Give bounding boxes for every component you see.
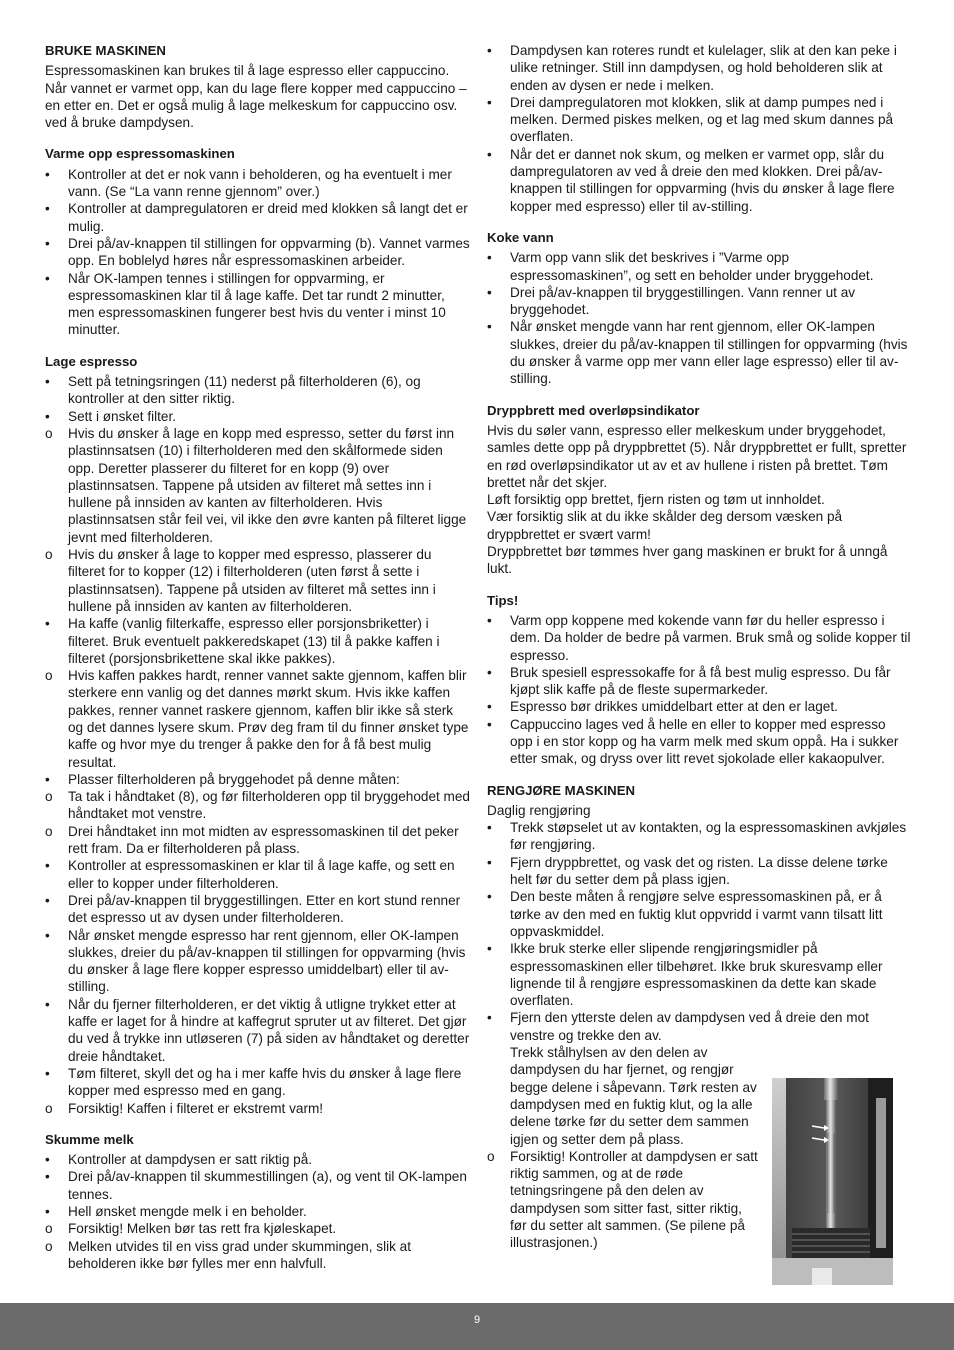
list-item-text: Drei dampregulatoren mot klokken, slik at damp pumpes ned i melken. Dermed piskes melken, og et lag med skum dannes på overflaten. [510, 94, 894, 145]
list-item [45, 166, 470, 201]
list-item-text: Sett på tetningsringen (11) nederst på filterholderen (6), og kontroller at den sitter riktig. [68, 374, 421, 407]
list-item-text: Kontroller at dampdysen er satt riktig på. [68, 1152, 313, 1168]
circle-marker: o [45, 1238, 53, 1254]
list-item-text: Forsiktig! Kontroller at dampdysen er satt riktig sammen, og at de røde tetningsringene på den delen av dampdysen som sitter fast, sitter riktig, før du setter alt sammen. (Se pilene på illustrasjonen.) [510, 1148, 758, 1251]
list-item [487, 888, 912, 940]
bullet-marker: • [487, 941, 492, 957]
list-item-text: Ikke bruk sterke eller slipende rengjøringsmidler på espressomaskinen eller tilbehøret. Ikke bruk skuresvamp eller lignende til å rengjøre espressomaskinen da dette kan skade overflaten. [510, 941, 883, 1009]
bullet-marker: • [45, 616, 50, 632]
circle-marker: o [45, 668, 53, 684]
bullet-marker: • [487, 699, 492, 715]
list-item-text: Trekk støpselet ut av kontakten, og la espressomaskinen avkjøles før rengjøring. [510, 820, 907, 853]
list-rengjore [487, 819, 912, 1009]
list-item-text: Forsiktig! Melken bør tas rett fra kjøleskapet. [68, 1221, 337, 1237]
right-column [487, 42, 912, 1252]
list-item [45, 425, 470, 546]
circle-marker: o [45, 823, 53, 839]
bullet-marker: • [487, 43, 492, 58]
list-varme [45, 166, 470, 339]
list-koke [487, 249, 912, 387]
list-item-text: Kontroller at espressomaskinen er klar til å lage kaffe, og sett en eller to kopper under filterholderen. [68, 858, 455, 891]
list-lage [45, 373, 470, 1117]
bullet-marker: • [487, 319, 492, 335]
list-item [45, 1168, 470, 1203]
list-item-text: Drei på/av-knappen til bryggestillingen. Vann renner ut av bryggehodet. [510, 284, 856, 318]
bullet-marker: • [45, 1065, 50, 1081]
bullet-marker: • [45, 771, 50, 787]
subsection-title-lage: Lage espresso [45, 353, 138, 369]
list-item-text: Når ønsket mengde vann har rent gjennom, eller OK-lampen slukkes, dreier du på/av-knappen til stillingen for oppvarming (hvis du ønsker å varme opp mer vann eller lage espresso) eller til av-stilling. [510, 319, 908, 387]
bullet-marker: • [487, 284, 492, 300]
list-item [45, 1203, 470, 1220]
subsection-title-skumme: Skumme melk [45, 1131, 134, 1147]
list-skumme-continued [487, 42, 912, 215]
list-item [45, 667, 470, 771]
list-item-text: Tøm filteret, skyll det og ha i mer kaffe hvis du ønsker å lage flere kopper med espresso med en gang. [68, 1065, 462, 1099]
list-item-text: Drei på/av-knappen til stillingen for oppvarming (b). Vannet varmes opp. En boblelyd høres når espressomaskinen arbeider. [68, 235, 470, 269]
list-item-text: Kontroller at det er nok vann i beholderen, og ha eventuelt i mer vann. (Se “La vann renne gjennom” over.) [68, 166, 452, 200]
circle-marker: o [45, 547, 53, 563]
list-item-text: Drei på/av-knappen til bryggestillingen. Etter en kort stund renner det espresso ut av dysen under filterholderen. [68, 892, 461, 926]
list-item [45, 1100, 470, 1117]
list-item [487, 94, 912, 146]
list-skumme [45, 1151, 470, 1272]
list-item [487, 819, 912, 854]
list-item-text: Ta tak i håndtaket (8), og før filterholderen opp til bryggehodet med håndtaket mot venstre. [68, 789, 470, 822]
section-title-rengjore: RENGJØRE MASKINEN [487, 782, 636, 798]
steam-nozzle-illustration [772, 1078, 893, 1285]
circle-marker: o [45, 1221, 53, 1237]
subsection-title-drypp: Dryppbrett med overløpsindikator [487, 402, 700, 418]
subsection-title-tips: Tips! [487, 592, 519, 608]
list-item-text: Drei på/av-knappen til skummestillingen (a), og vent til OK-lampen tennes. [68, 1169, 467, 1202]
list-item-text: Forsiktig! Kaffen i filteret er ekstremt varm! [68, 1100, 324, 1116]
list-item-text: Melken utvides til en viss grad under skummingen, slik at beholderen ikke bør fylles mer enn halvfull. [68, 1238, 412, 1271]
list-item [45, 857, 470, 892]
list-item [45, 200, 470, 235]
list-item-text: Bruk spesiell espressokaffe for å få best mulig espresso. Du får kjøpt slik kaffe på de fleste supermarkeder. [510, 664, 891, 698]
bullet-marker: • [45, 1204, 50, 1219]
list-item-text: Espresso bør drikkes umiddelbart etter at den er laget. [510, 699, 838, 715]
bullet-marker: • [45, 1152, 50, 1168]
subsection-title-daglig: Daglig rengjøring [487, 802, 591, 818]
list-tips [487, 612, 912, 768]
list-item [487, 146, 912, 215]
list-item [487, 854, 912, 889]
list-item [45, 996, 470, 1065]
list-item [487, 940, 912, 1009]
drypp-paragraph-3: Vær forsiktig slik at du ikke skålder deg dersom væsken på dryppbrettet er svært varm! [487, 509, 843, 542]
list-item [487, 664, 912, 699]
list-item-text: Når ønsket mengde espresso har rent gjennom, eller OK-lampen slukkes, dreier du på/av-knappen til stillingen for oppvarming (hvis du ønsker å lage flere kopper espresso umiddelbart) eller til av-stilling. [68, 927, 466, 995]
subsection-title-varme: Varme opp espressomaskinen [45, 146, 235, 162]
list-item [45, 1238, 470, 1273]
list-item [487, 249, 912, 284]
list-item-text: Dampdysen kan roteres rundt et kulelager, slik at den kan peke i ulike retninger. Still inn dampdysen, og hold beholderen slik at enden av dysen er nede i melken. [510, 43, 897, 93]
page-number: 9 [473, 1314, 481, 1326]
list-item [487, 698, 912, 715]
drypp-paragraph-1: Hvis du søler vann, espresso eller melkeskum under bryggehodet, samles dette opp på dryppbrettet (5). Når dryppbrettet er fullt, spretter en rød overløpsindikator ut av et av hullene i risten på brettet. Tøm brettet når det skjer. [487, 422, 907, 490]
bullet-marker: • [487, 820, 492, 836]
list-item-text: Kontroller at dampregulatoren er dreid med klokken så langt det er mulig. [68, 201, 468, 234]
bullet-marker: • [487, 854, 492, 870]
list-item-text: Fjern dryppbrettet, og vask det og risten. La disse delene tørke helt før du setter dem på plass igjen. [510, 854, 888, 888]
list-item-text: Når det er dannet nok skum, og melken er varmet opp, slår du dampregulatoren av ved å dreie den med klokken. Drei på/av-knappen til stillingen for oppvarming (hvis du ønsker å lage flere kopper med espresso) eller til av-stilling. [510, 146, 895, 214]
list-item [45, 1220, 470, 1237]
list-item [45, 235, 470, 270]
list-item-text: Når du fjerner filterholderen, er det viktig å utligne trykket etter at kaffe er laget for å hindre at kaffegrut spruter ut av filteret. Det gjør du ved å trykke inn utløseren (7) på siden av håndtaket og deretter dreie håndtaket. [68, 996, 470, 1064]
list-item-text: Varm opp koppene med kokende vann før du heller espresso i dem. Da holder de bedre på varmen. Bruk små og solide kopper til espresso. [510, 612, 911, 663]
bullet-marker: • [45, 1169, 50, 1185]
drypp-paragraph-4: Dryppbrettet bør tømmes hver gang maskinen er brukt for å unngå lukt. [487, 544, 888, 577]
circle-marker: o [45, 1100, 53, 1116]
list-item-text: Cappuccino lages ved å helle en eller to kopper med espresso opp i en stor kopp og ha varm melk med skum oppå. Ha i sukker etter smak, og dryss over litt revet sjokolade eller kakaopulver. [510, 716, 899, 767]
list-item [45, 927, 470, 996]
list-item-text: Hvis du ønsker å lage en kopp med espresso, setter du først inn plastinnsatsen (10) i filterholderen med den skålformede siden opp. Deretter plasserer du filteret for en kopp (9) over plastinnsatsen. Tappene på utsiden av filteret må settes inn i hullene på innsiden av kanten av filterholderen. Hvis plastinnsatsen står feil vei, vil ikke den øvre kanten på filteret ligge jevnt med filterholderen. [68, 425, 467, 545]
list-item-text: Den beste måten å rengjøre selve espressomaskinen på, er å tørke av den med en fuktig klut oppvridd i varmt vann tilsatt litt oppvaskmiddel. [510, 889, 883, 939]
circle-marker: o [45, 789, 53, 805]
left-column [45, 42, 470, 1272]
list-item [45, 892, 470, 927]
list-item [487, 318, 912, 387]
list-item [487, 284, 912, 319]
bullet-marker: • [487, 716, 492, 732]
bullet-marker: • [45, 201, 50, 217]
list-item [45, 373, 470, 408]
list-item [45, 615, 470, 667]
bullet-marker: • [487, 1010, 492, 1026]
list-item [45, 823, 470, 858]
bullet-marker: • [45, 374, 50, 390]
list-item-text-continued: Trekk stålhylsen av den delen av dampdysen du har fjernet, og rengjør begge delene i såpevann. Tørk resten av dampdysen med en fuktig klut, og la alle delene tørke før du setter dem sammen igjen og setter dem på plass. [510, 1045, 757, 1147]
bullet-marker: • [45, 270, 50, 286]
list-item [45, 788, 470, 823]
list-item-text: Når OK-lampen tennes i stillingen for oppvarming, er espressomaskinen klar til å lage kaffe. Det tar rundt 2 minutter, men espressomaskinen fungerer best hvis du venter i minst 10 minutter. [68, 270, 446, 338]
list-item [45, 1065, 470, 1100]
list-item [487, 716, 912, 768]
bullet-marker: • [45, 408, 50, 424]
list-item-text: Varm opp vann slik det beskrives i ”Varme opp espressomaskinen”, og sett en beholder under bryggehodet. [510, 250, 874, 283]
list-item-text: Plasser filterholderen på bryggehodet på denne måten: [68, 771, 400, 787]
list-item [45, 546, 470, 615]
intro-paragraph: Espressomaskinen kan brukes til å lage espresso eller cappuccino. Når vannet er varmet opp, kan du lage flere kopper med cappuccino – en etter en. Det er også mulig å lage melkeskum for cappuccino osv. ved å bruke dampdysen. [45, 63, 467, 131]
list-item-text: Fjern den ytterste delen av dampdysen ved å dreie den mot venstre og trekke den av. [510, 1010, 869, 1043]
list-item-text: Hell ønsket mengde melk i en beholder. [68, 1204, 307, 1219]
list-item [487, 42, 912, 94]
list-item [45, 270, 470, 339]
list-item [45, 408, 470, 425]
bullet-marker: • [487, 146, 492, 162]
bullet-marker: • [45, 166, 50, 182]
bullet-marker: • [45, 858, 50, 874]
subsection-title-koke: Koke vann [487, 229, 554, 245]
page-footer [0, 1303, 954, 1350]
bullet-marker: • [45, 996, 50, 1012]
bullet-marker: • [45, 927, 50, 943]
bullet-marker: • [487, 612, 492, 628]
list-item-text: Hvis kaffen pakkes hardt, renner vannet sakte gjennom, kaffen blir sterkere enn vanlig og det dannes mørkt skum. Hvis ikke kaffen pakkes, renner vannet raskere gjennom, kaffen blir ikke så sterk og det dannes lysere skum. Prøv deg fram til du finner ønsket type kaffe og hvor mye du trenger å pakke den for å få best mulig resultat. [68, 668, 469, 770]
list-item [487, 612, 912, 664]
section-title-bruke: BRUKE MASKINEN [45, 43, 166, 58]
bullet-marker: • [487, 94, 492, 110]
bullet-marker: • [487, 664, 492, 680]
list-item [45, 771, 470, 788]
list-item-text: Ha kaffe (vanlig filterkaffe, espresso eller porsjonsbriketter) i filteret. Bruk eventuelt pakkeredskapet (13) til å pakke kaffen i filteret (porsjonsbrikettene skal ikke pakkes). [68, 616, 440, 666]
bullet-marker: • [45, 892, 50, 908]
list-item-text: Hvis du ønsker å lage to kopper med espresso, plasserer du filteret for to kopper (12) i filterholderen (uten først å sette i plastinnsatsen). Tappene på utsiden av filteret må settes inn i hullene på innsiden av kanten av filterholderen. [68, 547, 436, 614]
list-item [45, 1151, 470, 1168]
circle-marker: o [45, 425, 53, 441]
bullet-marker: • [45, 235, 50, 251]
drypp-paragraph-2: Løft forsiktig opp brettet, fjern risten og tøm ut innholdet. [487, 492, 825, 508]
circle-marker: o [487, 1148, 495, 1164]
bullet-marker: • [487, 889, 492, 905]
bullet-marker: • [487, 250, 492, 266]
list-item-text: Drei håndtaket inn mot midten av espressomaskinen til det peker rett fram. Da er filterholderen på plass. [68, 823, 459, 857]
list-item-text: Sett i ønsket filter. [68, 408, 177, 424]
